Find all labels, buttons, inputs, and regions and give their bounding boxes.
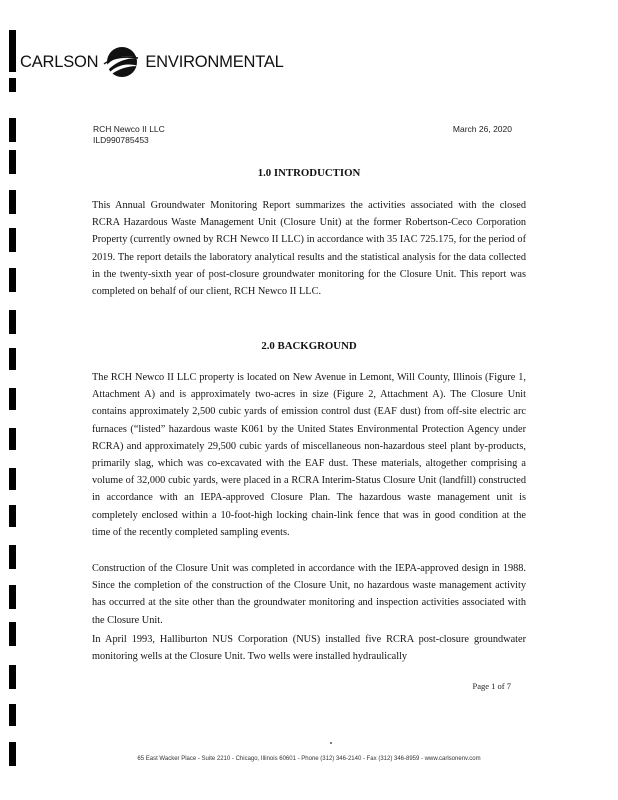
background-heading: 2.0 BACKGROUND — [261, 340, 357, 352]
recipient-name: RCH Newco II LLC — [93, 124, 165, 134]
page-number: Page 1 of 7 — [472, 681, 511, 691]
company-name-left: CARLSON — [20, 52, 99, 71]
background-paragraph-1: The RCH Newco II LLC property is located on New Avenue in Lemont, Will County, Illinois (Figure 1, Attachment A) and is approximately two-acres in size (Figure 2, Attachment A). The Closure Unit contains approximately 2,500 cubic yards of emission control dust (EAF dust) from off-site electric arc furnaces (“listed” hazardous waste K061 by the United States Environmental Protection Agency under RCRA) and approximately 29,500 cubic yards of miscellaneous non-hazardous steel plant by-products, primarily slag, which was co-excavated with the EAF dust. These materials, altogether comprising a volume of 32,000 cubic yards, were placed in a RCRA Interim-Status Closure Unit (landfill) constructed in accordance with an IEPA-approved Closure Plan. The hazardous waste management unit is completely enclosed within a 10-foot-high locking chain-link fence that was in good condition at the time of the recently completed sampling events. — [92, 372, 526, 538]
background-paragraph-2: Construction of the Closure Unit was completed in accordance with the IEPA-approved design in 1988. Since the completion of the construction of the Closure Unit, no hazardous waste management activity has occurred at the site other than the groundwater monitoring and inspection activities associated with the Closure Unit. — [92, 563, 526, 626]
company-name-right: ENVIRONMENTAL — [145, 52, 284, 71]
footer-address: 65 East Wacker Place - Suite 2210 - Chicago, Illinois 60601 - Phone (312) 346-2140 - Fax (312) 346-8959 - www.carlsonenv.com — [137, 756, 481, 762]
report-date: March 26, 2020 — [452, 124, 512, 134]
background-paragraph-3: In April 1993, Halliburton NUS Corporation (NUS) installed five RCRA post-closure groundwater monitoring wells at the Closure Unit. Two wells were installed hydraulically — [92, 634, 526, 663]
binding-mark — [9, 78, 16, 92]
binding-mark — [9, 190, 16, 214]
binding-mark — [9, 268, 16, 292]
binding-mark — [9, 428, 16, 450]
binding-mark — [9, 348, 16, 370]
letterhead — [20, 40, 284, 84]
binding-mark — [9, 665, 16, 689]
recipient-block — [93, 124, 165, 146]
binding-mark — [9, 505, 16, 527]
binding-mark — [9, 118, 16, 142]
binding-mark — [9, 622, 16, 646]
binding-mark — [9, 468, 16, 490]
binding-mark — [9, 30, 16, 72]
binding-mark — [9, 310, 16, 334]
binding-mark — [9, 704, 16, 726]
scan-speck — [330, 742, 332, 744]
intro-heading: 1.0 INTRODUCTION — [257, 167, 361, 179]
binding-mark — [9, 228, 16, 252]
binding-mark — [9, 742, 16, 766]
binding-mark — [9, 545, 16, 569]
site-id: ILD990785453 — [93, 135, 149, 145]
intro-paragraph: This Annual Groundwater Monitoring Report summarizes the activities associated with the closed RCRA Hazardous Waste Management Unit (Closure Unit) at the former Robertson-Ceco Corporation Property (currently owned by RCH Newco II LLC) in accordance with 35 IAC 725.175, for the period of 2019. The report details the laboratory analytical results and the statistical analysis for the data collected in the twenty-sixth year of post-closure groundwater monitoring for the Closure Unit. This report was completed on behalf of our client, RCH Newco II LLC. — [92, 200, 526, 298]
scan-binding-marks — [9, 0, 17, 800]
globe-swoosh-logo-icon — [102, 42, 142, 82]
binding-mark — [9, 150, 16, 174]
binding-mark — [9, 388, 16, 410]
binding-mark — [9, 585, 16, 609]
